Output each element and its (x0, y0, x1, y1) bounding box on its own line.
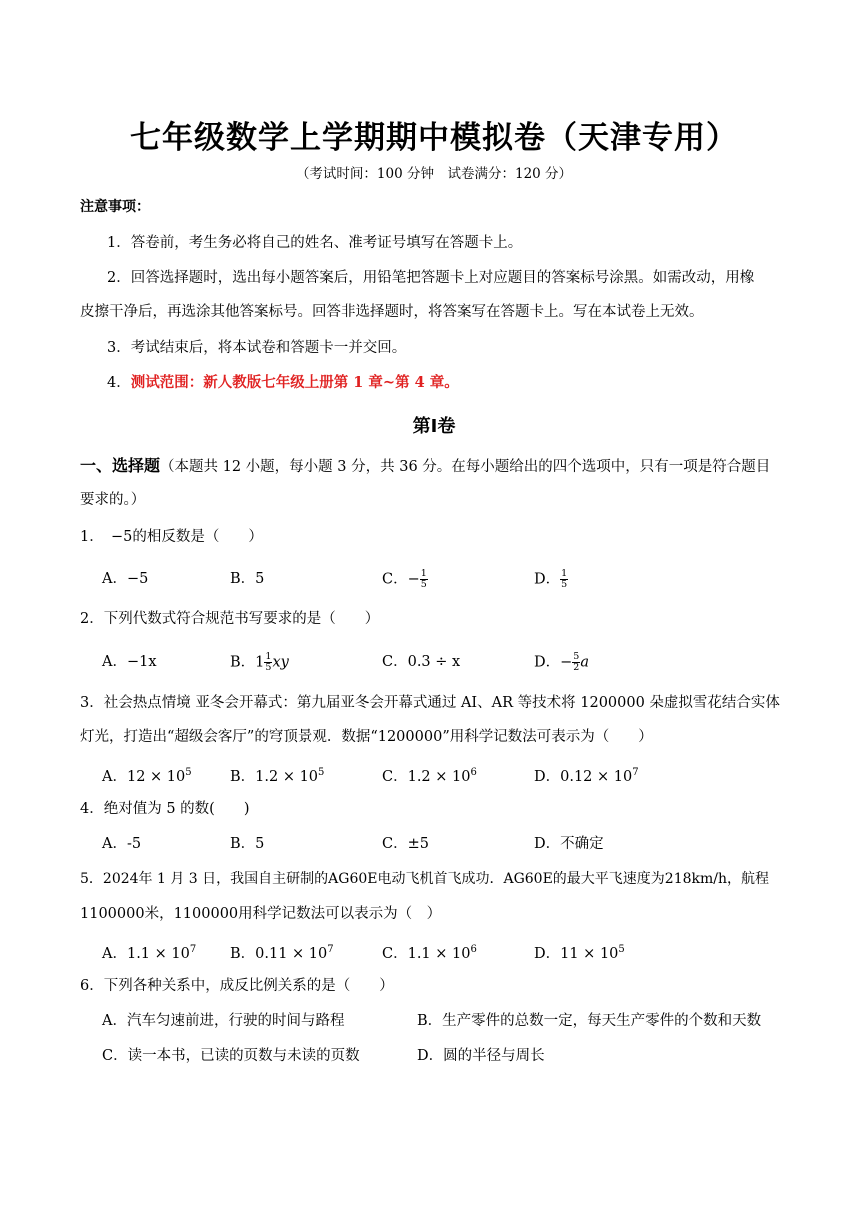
q5-option-b-base: B．0.11 × 10 (230, 945, 328, 962)
q4-option-a: A．-5 (102, 836, 142, 852)
q3-option-b (230, 763, 324, 787)
q2-option-c: C．0.3 ÷ x (382, 654, 461, 670)
fraction-numerator: 1 (420, 568, 427, 579)
q2-option-b-prefix: B．1 (230, 654, 265, 671)
q3-option-a-exponent: 5 (185, 767, 192, 778)
q1-option-d-fraction (560, 569, 568, 590)
fraction-numerator: 1 (561, 568, 568, 579)
q3-stem-a: 3．社会热点情境 亚冬会开幕式：第九届亚冬会开幕式通过 AI、AR 等技术将 1200000 朵虚拟雪花结合实体 (80, 695, 780, 711)
q1-option-c-fraction (420, 569, 428, 590)
q2-option-b-suffix: xy (272, 654, 289, 671)
exam-info: （考试时间：100 分钟 试卷满分：120 分） (295, 166, 573, 182)
q3-option-d-base: D．0.12 × 10 (534, 768, 633, 785)
part1-desc-a: （本题共 12 小题，每小题 3 分，共 36 分。在每小题给出的四个选项中，只有一项是符合题目 (160, 459, 771, 475)
q5-option-c-exponent: 6 (470, 944, 477, 955)
q2-option-d-suffix: a (580, 654, 589, 671)
q2-stem: 2．下列代数式符合规范书写要求的是（ ） (80, 611, 380, 627)
part1-heading: 一、选择题 (80, 456, 161, 475)
section-heading: 第Ⅰ卷 (412, 416, 456, 437)
q1-option-d-prefix: D． (534, 571, 561, 588)
q6-option-a: A．汽车匀速前进，行驶的时间与路程 (102, 1013, 345, 1029)
q3-option-c-exponent: 6 (470, 767, 477, 778)
fraction-denominator: 5 (561, 579, 568, 590)
q2-option-b (230, 652, 289, 673)
notice-item-3: 3．考试结束后，将本试卷和答题卡一并交回。 (107, 340, 407, 356)
q3-option-b-base: B．1.2 × 10 (230, 768, 319, 785)
q5-stem-b: 1100000米，1100000用科学记数法可以表示为（ ） (80, 906, 442, 922)
fraction-denominator: 5 (265, 662, 272, 673)
q1-option-c (382, 569, 428, 590)
q6-option-b: B．生产零件的总数一定，每天生产零件的个数和天数 (417, 1013, 762, 1029)
q3-option-c-base: C．1.2 × 10 (382, 768, 471, 785)
part1-desc-b: 要求的。） (80, 492, 146, 508)
notice-heading: 注意事项： (80, 199, 150, 215)
q2-option-a: A．−1x (102, 654, 157, 670)
q5-option-d-base: D．11 × 10 (534, 945, 619, 962)
q5-option-a (102, 940, 196, 964)
notice-item-1: 1．答卷前，考生务必将自己的姓名、准考证号填写在答题卡上。 (107, 235, 523, 251)
q4-stem: 4．绝对值为 5 的数( ) (80, 801, 250, 817)
q5-option-b-exponent: 7 (327, 944, 334, 955)
q2-option-d (534, 652, 589, 673)
q1-option-c-prefix: C．− (382, 571, 420, 588)
notice-item-4-num: 4． (107, 375, 131, 391)
q3-option-c (382, 763, 477, 787)
q2-option-d-prefix: D．− (534, 654, 573, 671)
page-title: 七年级数学上学期期中模拟卷（天津专用） (130, 120, 738, 156)
q6-stem: 6．下列各种关系中，成反比例关系的是（ ） (80, 978, 394, 994)
notice-item-4 (107, 373, 459, 393)
q6-option-d: D．圆的半径与周长 (417, 1048, 545, 1064)
q1-option-a: A．−5 (102, 571, 149, 587)
q1-option-b: B．5 (230, 571, 265, 587)
q3-option-b-exponent: 5 (318, 767, 325, 778)
q5-stem-a: 5．2024年 1 月 3 日，我国自主研制的AG60E电动飞机首飞成功．AG60E的最大平飞速度为218km/h，航程 (80, 871, 770, 887)
q3-stem-b: 灯光，打造出“超级会客厅”的穹顶景观．数据“1200000”用科学记数法可表示为（ ） (80, 729, 653, 745)
q5-option-c-base: C．1.1 × 10 (382, 945, 471, 962)
notice-item-2a: 2．回答选择题时，选出每小题答案后，用铅笔把答题卡上对应题目的答案标号涂黑。如需改动，用橡 (107, 270, 755, 286)
q5-option-c (382, 940, 477, 964)
q4-option-c: C．±5 (382, 836, 429, 852)
fraction-denominator: 2 (573, 662, 580, 673)
q4-option-b: B．5 (230, 836, 265, 852)
q5-option-d (534, 940, 625, 964)
test-scope: 测试范围：新人教版七年级上册第 1 章~第 4 章。 (130, 374, 459, 391)
q5-option-a-base: A．1.1 × 10 (102, 945, 190, 962)
q3-option-d-exponent: 7 (632, 767, 639, 778)
q3-option-a-base: A．12 × 10 (102, 768, 186, 785)
notice-item-2b: 皮擦干净后，再选涂其他答案标号。回答非选择题时，将答案写在答题卡上。写在本试卷上无效。 (80, 304, 704, 320)
fraction-numerator: 5 (573, 651, 580, 662)
q3-option-d (534, 763, 639, 787)
fraction-denominator: 5 (420, 579, 427, 590)
q5-option-b (230, 940, 334, 964)
q5-option-a-exponent: 7 (189, 944, 197, 955)
q4-option-d: D．不确定 (534, 836, 604, 852)
q1-option-d (534, 569, 568, 590)
q1-stem: 1． −5的相反数是（ ） (80, 529, 263, 545)
q6-option-c: C．读一本书，已读的页数与未读的页数 (102, 1048, 360, 1064)
fraction-numerator: 1 (265, 651, 272, 662)
q3-option-a (102, 763, 192, 787)
part1-heading-line (80, 456, 770, 477)
q5-option-d-exponent: 5 (618, 944, 625, 955)
